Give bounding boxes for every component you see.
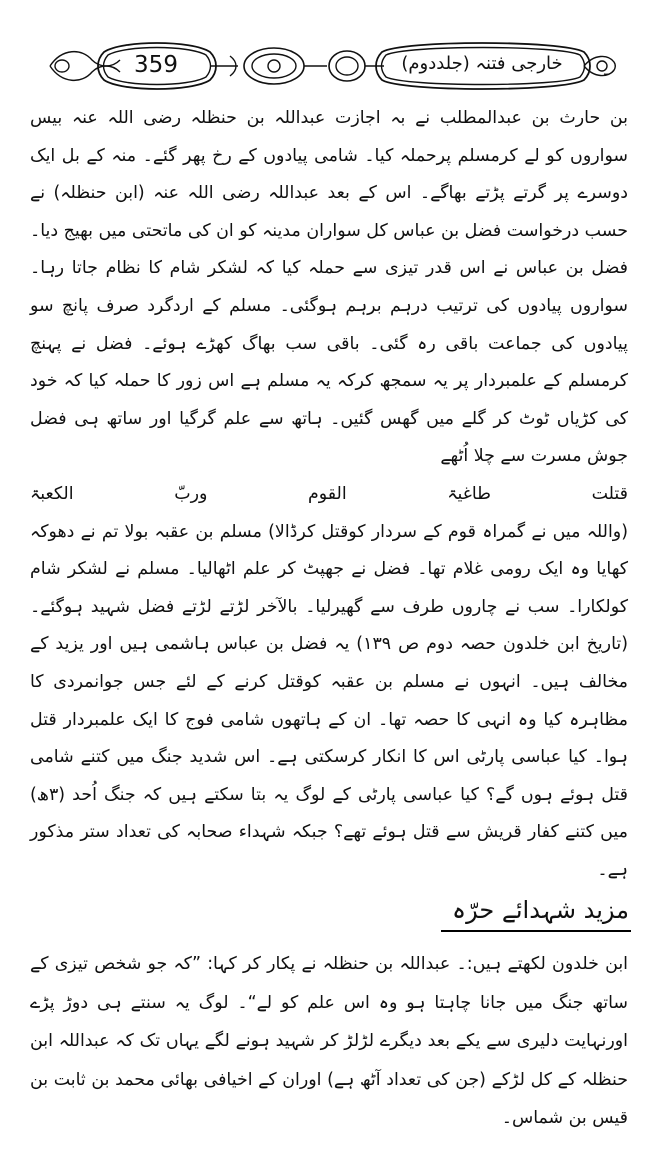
main-text-block <box>30 100 628 889</box>
second-text-block <box>30 945 628 1138</box>
arabic-quote: قتلت طاغیۃ القوم وربّ الکعبۃ <box>30 483 628 504</box>
section-heading: مزید شہدائے حرّہ <box>452 896 629 924</box>
page-header <box>42 38 620 94</box>
paragraph-1: بن حارث بن عبدالمطلب نے بہ اجازت عبداللہ بن حنظلہ رضی اللہ عنہ بیس سواروں کو لے کرمسلم پرحملہ کیا۔ شامی پیادوں کے رخ پھر گئے۔ منہ کے بل ایک دوسرے پر گرتے پڑتے بھاگے۔ اس کے بعد عبداللہ رضی اللہ عنہ (ابن حنظلہ) نے حسب درخواست فضل بن عباس کل سواران مدینہ کو ان کی ماتحتی میں بھیج دیا۔ فضل بن عباس نے اس قدر تیزی سے حملہ کیا کہ لشکر شام کا نظام جاتا رہا۔ سواروں پیادوں کی ترتیب درہم برہم ہوگئی۔ مسلم کے اردگرد صرف پانچ سو پیادوں کی جماعت باقی رہ گئی۔ باقی سب بھاگ کھڑے ہوئے۔ فضل نے پہنچ کرمسلم کے علمبردار پر یہ سمجھ کرکہ یہ مسلم ہے اس زور کا حملہ کیا کہ خود کی کڑیاں ٹوٹ کر گلے میں گھس گئیں۔ ہاتھ سے علم گرگیا اور ساتھ ہی فضل جوش مسرت سے چلا اُٹھے <box>30 108 628 467</box>
page-number: 359 <box>134 52 178 78</box>
running-title: خارجی فتنہ (جلددوم) <box>401 53 563 74</box>
heading-underline <box>441 930 631 932</box>
paragraph-2: (واللہ میں نے گمراہ قوم کے سردار کوقتل کرڈالا) مسلم بن عقبہ بولا تم نے دھوکہ کھایا وہ ایک رومی غلام تھا۔ فضل نے جھپٹ کر علم اٹھالیا۔ مسلم نے لشکر شام کولکارا۔ سب نے چاروں طرف سے گھیرلیا۔ بالآخر لڑتے لڑتے فضل شہید ہوگئے۔ (تاریخ ابن خلدون حصہ دوم ص ۱۳۹) یہ فضل بن عباس ہاشمی ہیں اور یزید کے مخالف ہیں۔ انہوں نے مسلم بن عقبہ کوقتل کرنے کے لئے جس جوانمردی کا مظاہرہ کیا وہ انہی کا حصہ تھا۔ ان کے ہاتھوں شامی فوج کا ایک علمبردار قتل ہوا۔ کیا عباسی پارٹی اس کا انکار کرسکتی ہے۔ اس شدید جنگ میں کتنے شامی قتل ہوئے ہوں گے؟ کیا عباسی پارٹی کے لوگ یہ بتا سکتے ہیں کہ جنگ اُحد (۳ھ) میں کتنے کفار قریش سے قتل ہوئے تھے؟ جبکہ شہداء صحابہ کی تعداد ستر مذکور ہے۔ <box>30 521 628 880</box>
paragraph-3: ابن خلدون لکھتے ہیں:۔ عبداللہ بن حنظلہ نے پکار کر کہا: ”کہ جو شخص تیزی کے ساتھ جنگ میں جانا چاہتا ہو وہ اس علم کو لے“۔ لوگ یہ سنتے ہی دوڑ پڑے اورنہایت دلیری سے یکے بعد دیگرے لڑلڑ کر شہید ہونے لگے یہاں تک کہ عبداللہ ابن حنظلہ کے کل لڑکے (جن کی تعداد آٹھ ہے) اوران کے اخیافی بھائی محمد بن ثابت بن قیس بن شماس۔ <box>30 954 628 1128</box>
